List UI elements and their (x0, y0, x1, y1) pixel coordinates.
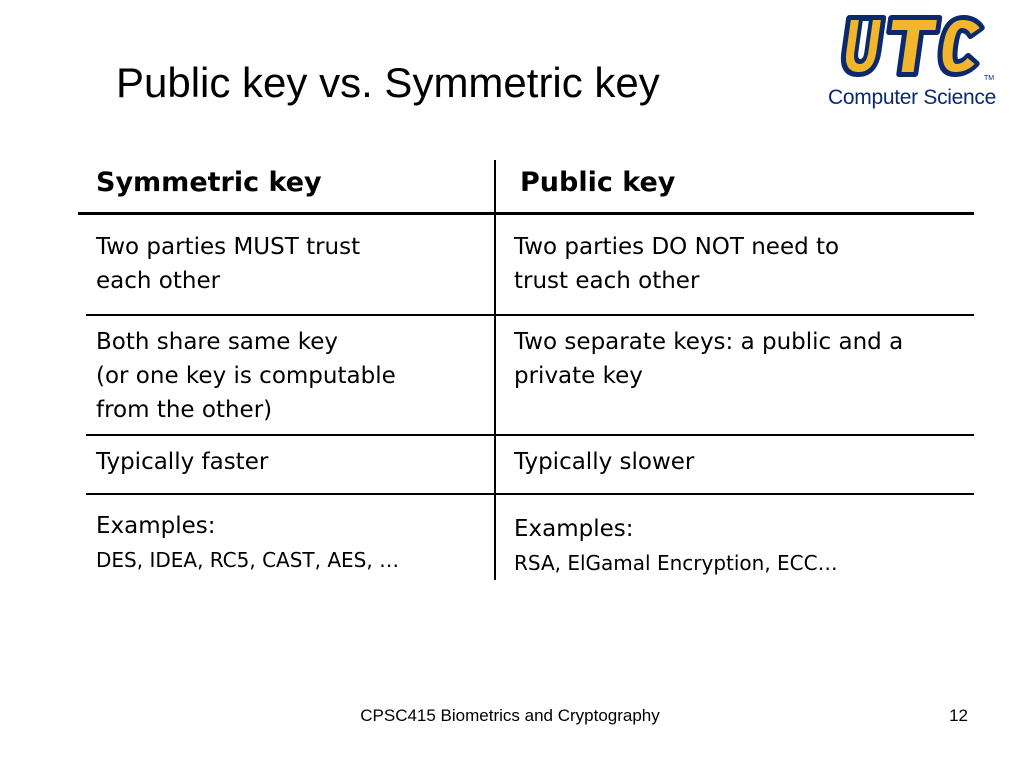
page-number: 12 (949, 706, 968, 725)
row-divider (86, 493, 974, 495)
symmetric-examples-label: Examples: (96, 513, 216, 539)
logo-subtitle: Computer Science (828, 86, 996, 109)
public-examples-list: RSA, ElGamal Encryption, ECC… (514, 551, 838, 575)
public-trust-line-1: Two parties DO NOT need to (514, 234, 840, 260)
public-key-line-1: Two separate keys: a public and a (514, 329, 904, 355)
symmetric-trust-line-1: Two parties MUST trust (96, 234, 361, 260)
row-divider (86, 314, 974, 316)
header-symmetric-key: Symmetric key (96, 167, 322, 198)
comparison-table (78, 160, 974, 582)
symmetric-speed: Typically faster (96, 449, 269, 475)
public-trust-line-2: trust each other (514, 268, 700, 294)
utc-logo (808, 12, 998, 112)
symmetric-key-line-2: (or one key is computable (96, 363, 396, 389)
symmetric-key-line-1: Both share same key (96, 329, 339, 355)
public-key-line-2: private key (514, 363, 643, 389)
header-rule (78, 212, 974, 215)
symmetric-key-line-3: from the other) (96, 397, 273, 423)
symmetric-examples-list: DES, IDEA, RC5, CAST, AES, … (96, 548, 400, 572)
column-divider (494, 160, 496, 580)
utc-wordmark-logo (836, 12, 996, 84)
header-public-key: Public key (520, 167, 676, 198)
symmetric-trust-line-2: each other (96, 268, 221, 294)
footer-course-title: CPSC415 Biometrics and Cryptography (360, 706, 660, 725)
trademark-label: TM (984, 75, 995, 82)
row-divider (86, 434, 974, 436)
public-speed: Typically slower (514, 449, 695, 475)
slide-title: Public key vs. Symmetric key (116, 59, 660, 106)
public-examples-label: Examples: (514, 516, 634, 542)
